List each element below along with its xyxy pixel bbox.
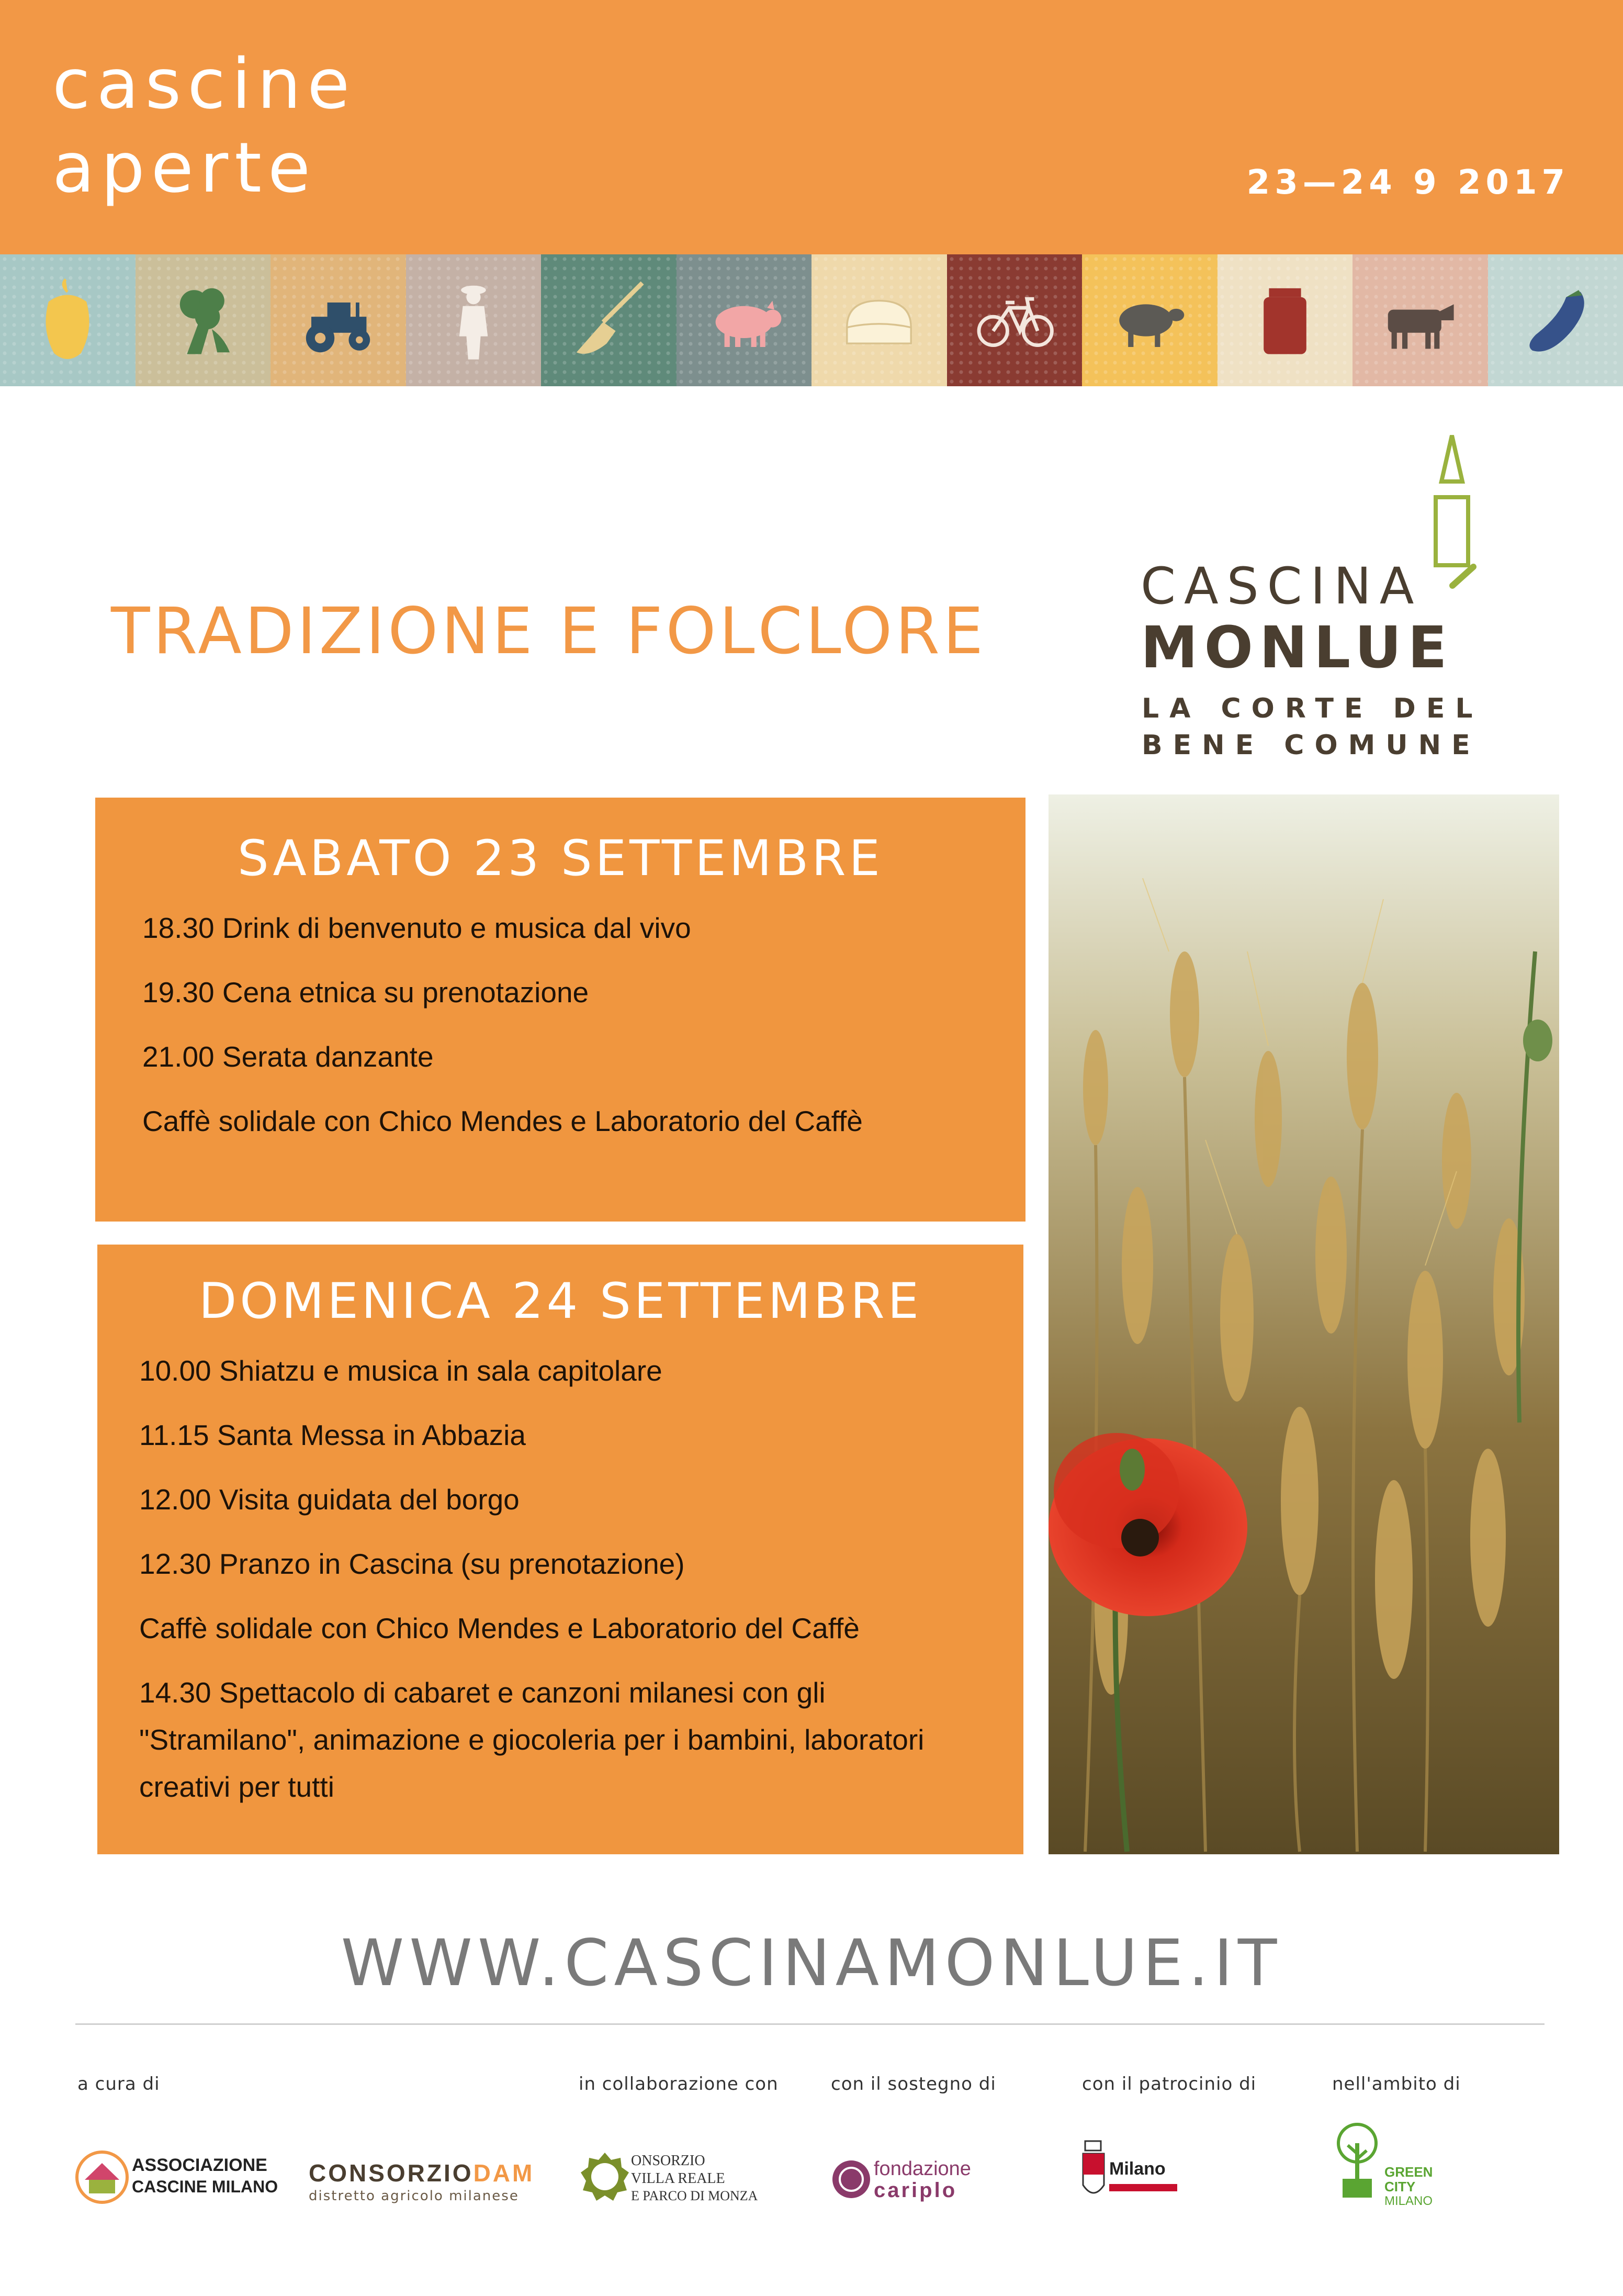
pig-icon — [677, 254, 812, 386]
milano-crest-icon — [1078, 2138, 1109, 2206]
header-banner — [0, 0, 1623, 254]
bicycle-icon — [947, 254, 1083, 386]
logo-tagline-1: LA CORTE DEL — [1142, 693, 1483, 724]
website-link[interactable]: WWW.CASCINAMONLUE.IT — [341, 1926, 1282, 2000]
milano-red-bar — [1109, 2184, 1177, 2191]
consorzio-dam: DAM — [473, 2159, 535, 2187]
wheat-poppy-photo — [1049, 794, 1559, 1854]
farm-house-icon — [73, 2148, 131, 2206]
fondazione-cariplo-logo — [831, 2138, 998, 2216]
icon-strip — [0, 254, 1623, 386]
saturday-program — [95, 798, 1025, 1222]
cow-icon — [1352, 254, 1488, 386]
saturday-event: 19.30 Cena etnica su prenotazione — [142, 976, 589, 1009]
jar-icon — [1218, 254, 1353, 386]
villa-reale-logo — [579, 2138, 777, 2216]
logo-monlue: MONLUE — [1141, 614, 1453, 681]
logo-tagline-2: BENE COMUNE — [1142, 730, 1481, 761]
sunday-event: 14.30 Spettacolo di cabaret e canzoni milanesi con gli "Stramilano", animazione e giocoleria per i bambini, laboratori creativi per tutti — [139, 1676, 925, 1803]
broccoli-icon — [136, 254, 271, 386]
brand-line-cascine: cascine — [52, 44, 356, 125]
associazione-line1: ASSOCIAZIONE — [132, 2155, 267, 2175]
sunday-event: Caffè solidale con Chico Mendes e Laboratorio del Caffè — [139, 1612, 860, 1644]
credit-collaboration: in collaborazione con — [579, 2074, 779, 2095]
cascina-monlue-logo — [1125, 434, 1491, 764]
saturday-event: 21.00 Serata danzante — [142, 1040, 434, 1073]
sunday-event: 12.30 Pranzo in Cascina (su prenotazione) — [139, 1548, 685, 1580]
villa-line3: E PARCO DI MONZA — [631, 2188, 758, 2203]
villa-reale-emblem-icon — [579, 2151, 631, 2203]
tree-icon — [1332, 2122, 1382, 2201]
tractor-icon — [270, 254, 406, 386]
villa-line2: VILLA REALE — [631, 2170, 725, 2187]
cariplo-line1: fondazione — [874, 2158, 971, 2180]
milano-label: Milano — [1109, 2159, 1166, 2179]
credit-by: a cura di — [77, 2074, 160, 2095]
credit-context: nell'ambito di — [1332, 2074, 1461, 2095]
sunday-program — [97, 1245, 1023, 1854]
sunday-title: DOMENICA 24 SETTEMBRE — [198, 1273, 922, 1330]
pepper-icon — [0, 254, 136, 386]
cariplo-line2: cariplo — [874, 2179, 957, 2202]
consorzio-subtitle: distretto agricolo milanese — [309, 2188, 519, 2204]
footer-divider — [75, 2023, 1545, 2025]
sunday-event: 11.15 Santa Messa in Abbazia — [139, 1419, 526, 1451]
eggplant-icon — [1488, 254, 1623, 386]
greencity-line2: CITY — [1384, 2179, 1416, 2194]
credit-support: con il sostegno di — [831, 2074, 996, 2095]
associazione-line2: CASCINE MILANO — [132, 2177, 278, 2196]
sheep-icon — [1082, 254, 1218, 386]
brand-line-aperte: aperte — [52, 128, 317, 208]
villa-line1: ONSORZIO — [631, 2153, 705, 2169]
consorzio-dam-logo — [309, 2138, 535, 2216]
event-date: 23—24 9 2017 — [1246, 163, 1570, 202]
sunday-event: 12.00 Visita guidata del borgo — [139, 1483, 520, 1516]
credit-patronage: con il patrocinio di — [1082, 2074, 1257, 2095]
farmer-icon — [406, 254, 542, 386]
saturday-event: 18.30 Drink di benvenuto e musica dal vivo — [142, 912, 691, 944]
cariplo-emblem-icon — [831, 2159, 872, 2200]
tower-icon — [1418, 434, 1486, 570]
comune-milano-logo — [1078, 2138, 1182, 2216]
associazione-cascine-milano-logo — [73, 2138, 283, 2216]
saturday-event: Caffè solidale con Chico Mendes e Laboratorio del Caffè — [142, 1105, 863, 1137]
greencity-line1: GREEN — [1384, 2164, 1433, 2180]
sunday-event: 10.00 Shiatzu e musica in sala capitolare — [139, 1354, 662, 1387]
broom-icon — [541, 254, 677, 386]
saturday-title: SABATO 23 SETTEMBRE — [238, 830, 883, 887]
main-title: TRADIZIONE E FOLCLORE — [111, 594, 987, 668]
green-city-milano-logo — [1332, 2138, 1447, 2216]
consorzio-name: CONSORZIO — [309, 2159, 474, 2187]
greencity-line3: MILANO — [1384, 2194, 1433, 2208]
accent-mark-icon — [1447, 563, 1479, 589]
bread-icon — [811, 254, 947, 386]
logo-cascina: CASCINA — [1141, 557, 1423, 615]
